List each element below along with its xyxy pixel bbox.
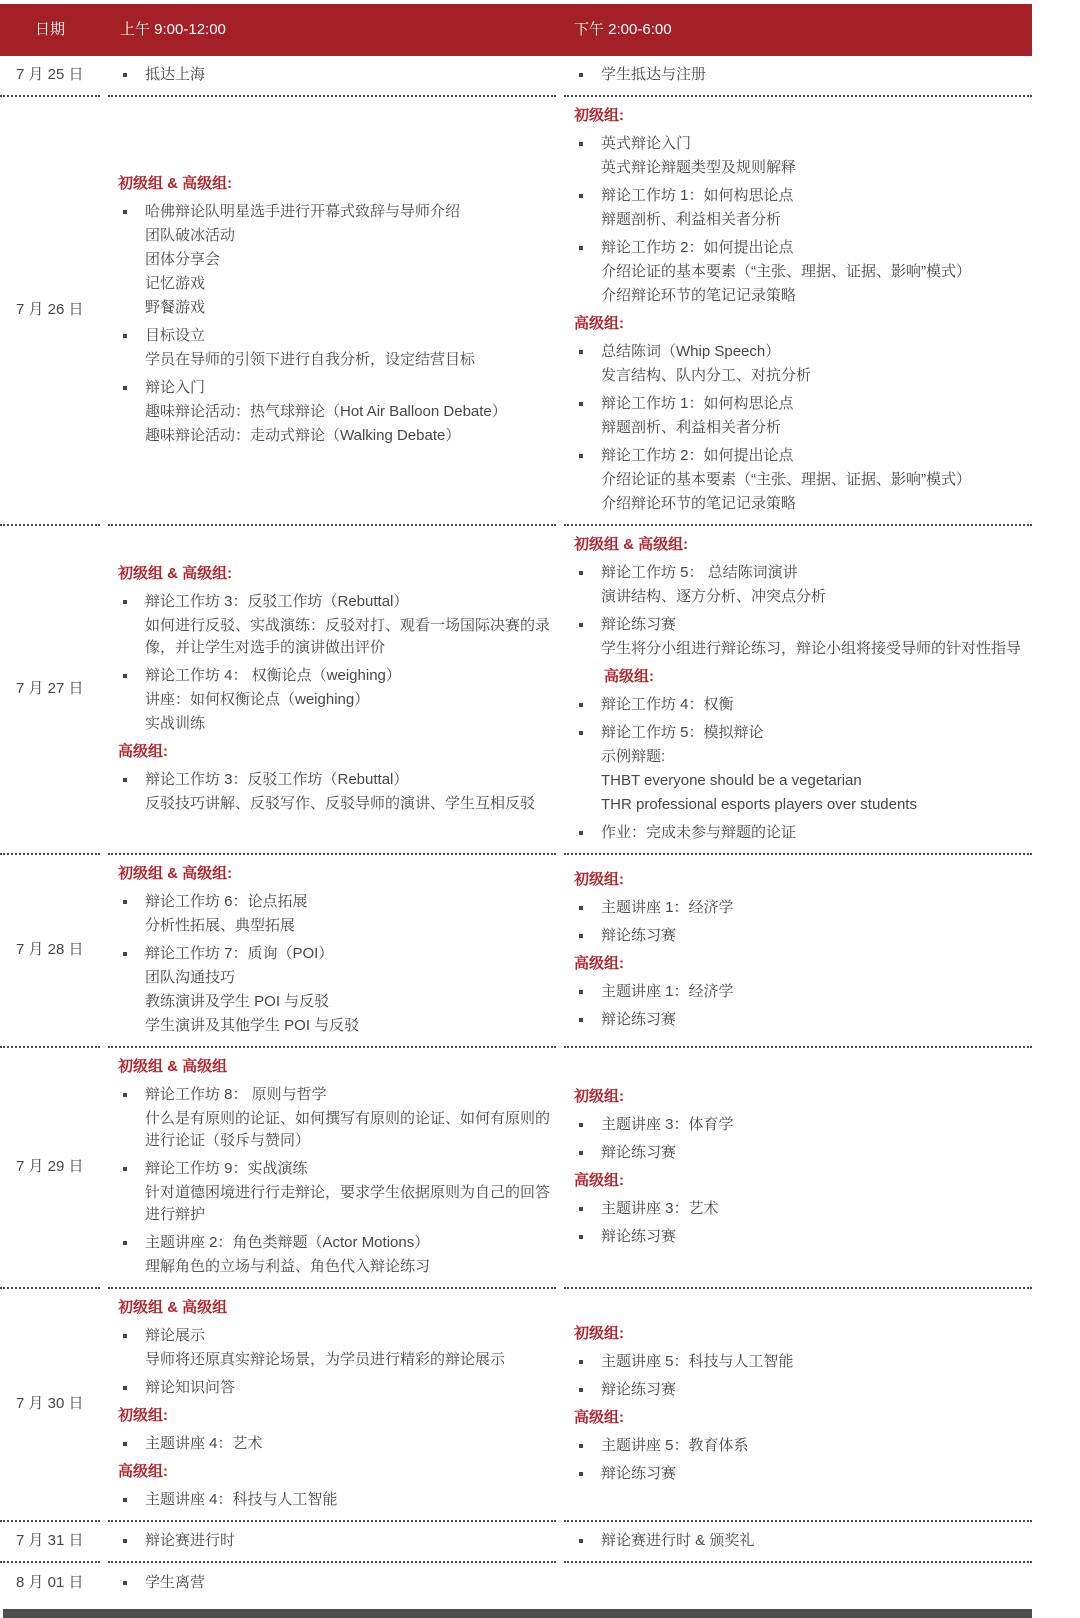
bullet-icon	[123, 1539, 127, 1543]
agenda-detail: 反驳技巧讲解、反驳写作、反驳导师的演讲、学生互相反驳	[145, 795, 536, 812]
bullet-icon	[123, 1167, 127, 1171]
bullet-icon	[579, 1444, 583, 1448]
bullet-icon	[123, 900, 127, 904]
group-heading: 初级组 & 高级组:	[118, 565, 233, 582]
group-heading: 高级组:	[574, 1172, 624, 1189]
afternoon-cell	[564, 526, 1032, 855]
agenda-item	[564, 925, 1032, 947]
agenda-item	[108, 1377, 556, 1399]
schedule-row	[0, 1289, 1032, 1522]
agenda-detail: 辩题剖析、利益相关者分析	[601, 419, 782, 436]
afternoon-cell	[564, 855, 1032, 1048]
afternoon-cell	[564, 56, 1032, 97]
bullet-icon	[123, 674, 127, 678]
agenda-item	[564, 237, 1032, 259]
agenda-item	[564, 981, 1032, 1003]
agenda-item	[564, 1463, 1032, 1485]
agenda-item-label: 英式辩论入门	[601, 135, 692, 152]
schedule-row	[0, 1522, 1032, 1563]
bullet-icon	[579, 73, 583, 77]
agenda-detail: 趣味辩论活动：热气球辩论（Hot Air Balloon Debate）	[145, 403, 507, 420]
agenda-detail: THR professional esports players over students	[601, 796, 917, 813]
agenda-item	[564, 445, 1032, 467]
agenda-item	[564, 1351, 1032, 1373]
group-heading: 高级组:	[118, 1463, 168, 1480]
agenda-item-label: 主题讲座 3：体育学	[601, 1116, 734, 1133]
agenda-item-label: 作业：完成未参与辩题的论证	[601, 824, 797, 841]
bullet-icon	[579, 246, 583, 250]
group-heading: 高级组:	[574, 315, 624, 332]
agenda-item-label: 辩论工作坊 8： 原则与哲学	[145, 1086, 327, 1103]
agenda-item	[564, 614, 1032, 636]
agenda-item-label: 辩论展示	[145, 1327, 206, 1344]
bullet-icon	[123, 778, 127, 782]
bullet-icon	[123, 73, 127, 77]
agenda-item	[564, 694, 1032, 716]
bullet-icon	[579, 1388, 583, 1392]
agenda-detail: 实战训练	[145, 715, 206, 732]
agenda-item-label: 辩论赛进行时 & 颁奖礼	[601, 1532, 755, 1549]
bullet-icon	[579, 1151, 583, 1155]
agenda-item	[564, 722, 1032, 744]
agenda-detail: 记忆游戏	[145, 275, 206, 292]
agenda-detail: 讲座：如何权衡论点（weighing）	[145, 691, 370, 708]
agenda-item	[564, 562, 1032, 584]
group-heading: 初级组 & 高级组:	[118, 865, 233, 882]
group-heading: 高级组:	[604, 668, 654, 685]
date-cell: 7 月 31 日	[0, 1522, 100, 1563]
schedule-body	[0, 56, 1032, 1603]
group-heading: 初级组:	[574, 871, 624, 888]
schedule-row	[0, 1563, 1032, 1603]
agenda-detail: 理解角色的立场与利益、角色代入辩论练习	[145, 1258, 431, 1275]
agenda-detail: 团队破冰活动	[145, 227, 236, 244]
bullet-icon	[579, 731, 583, 735]
agenda-item	[564, 185, 1032, 207]
group-heading: 高级组:	[574, 1409, 624, 1426]
agenda-detail: 英式辩论辩题类型及规则解释	[601, 159, 797, 176]
bullet-icon	[123, 600, 127, 604]
agenda-item-label: 辩论工作坊 4：权衡	[601, 696, 734, 713]
date-cell: 7 月 28 日	[0, 855, 100, 1048]
agenda-detail: 团体分享会	[145, 251, 221, 268]
schedule-row	[0, 56, 1032, 97]
agenda-item	[564, 1435, 1032, 1457]
group-heading: 初级组 & 高级组	[118, 1299, 228, 1316]
morning-cell	[108, 526, 556, 855]
agenda-item	[564, 1379, 1032, 1401]
schedule-row	[0, 526, 1032, 855]
bullet-icon	[579, 142, 583, 146]
agenda-item-label: 辩论工作坊 1：如何构思论点	[601, 187, 794, 204]
agenda-item	[564, 897, 1032, 919]
agenda-item	[564, 1198, 1032, 1220]
agenda-item-label: 辩论工作坊 3：反驳工作坊（Rebuttal）	[145, 771, 409, 788]
morning-cell	[108, 1048, 556, 1289]
agenda-detail: 发言结构、队内分工、对抗分析	[601, 367, 812, 384]
group-heading: 高级组:	[118, 743, 168, 760]
group-heading: 初级组:	[574, 1325, 624, 1342]
bullet-icon	[123, 1334, 127, 1338]
table-header	[0, 4, 1032, 56]
agenda-item-label: 总结陈词（Whip Speech）	[601, 343, 781, 360]
agenda-detail: 学生将分小组进行辩论练习，辩论小组将接受导师的针对性指导	[601, 640, 1022, 657]
agenda-detail: 辩题剖析、利益相关者分析	[601, 211, 782, 228]
morning-cell	[108, 97, 556, 526]
morning-cell	[108, 1522, 556, 1563]
agenda-item-label: 主题讲座 4：科技与人工智能	[145, 1491, 338, 1508]
agenda-item	[108, 891, 556, 913]
group-heading: 初级组:	[574, 1088, 624, 1105]
agenda-detail: 野餐游戏	[145, 299, 206, 316]
agenda-item-label: 辩论入门	[145, 379, 206, 396]
agenda-item	[108, 1158, 556, 1180]
bullet-icon	[123, 1442, 127, 1446]
afternoon-cell	[564, 1522, 1032, 1563]
bullet-icon	[123, 1581, 127, 1585]
agenda-item-label: 主题讲座 4：艺术	[145, 1435, 263, 1452]
agenda-detail: 介绍辩论环节的笔记记录策略	[601, 495, 797, 512]
agenda-detail: 介绍论证的基本要素（“主张、理据、证据、影响”模式）	[601, 471, 971, 488]
agenda-detail: 介绍辩论环节的笔记记录策略	[601, 287, 797, 304]
bullet-icon	[123, 952, 127, 956]
agenda-item-label: 主题讲座 5：教育体系	[601, 1437, 749, 1454]
agenda-detail: 分析性拓展、典型拓展	[145, 917, 296, 934]
agenda-item	[564, 1226, 1032, 1248]
bullet-icon	[579, 1207, 583, 1211]
bullet-icon	[579, 934, 583, 938]
agenda-item-label: 辩论工作坊 6：论点拓展	[145, 893, 308, 910]
agenda-item-label: 辩论工作坊 9：实战演练	[145, 1160, 308, 1177]
agenda-item	[564, 393, 1032, 415]
bullet-icon	[579, 1539, 583, 1543]
bullet-icon	[579, 1360, 583, 1364]
schedule-row	[0, 1048, 1032, 1289]
agenda-detail: 介绍论证的基本要素（“主张、理据、证据、影响”模式）	[601, 263, 971, 280]
agenda-item-label: 辩论工作坊 2：如何提出论点	[601, 447, 794, 464]
bullet-icon	[123, 1386, 127, 1390]
agenda-item	[108, 64, 556, 86]
agenda-item	[564, 64, 1032, 86]
agenda-item-label: 辩论练习赛	[601, 1011, 677, 1028]
agenda-item	[108, 201, 556, 223]
header-morning-column: 上午 9:00-12:00	[120, 21, 226, 38]
afternoon-cell	[564, 1563, 1032, 1603]
agenda-detail: THBT everyone should be a vegetarian	[601, 772, 862, 789]
agenda-item	[108, 1572, 556, 1594]
bullet-icon	[579, 831, 583, 835]
agenda-item-label: 辩论练习赛	[601, 1144, 677, 1161]
agenda-item-label: 辩论知识问答	[145, 1379, 236, 1396]
date-cell: 7 月 29 日	[0, 1048, 100, 1289]
agenda-item	[108, 665, 556, 687]
date-cell: 7 月 25 日	[0, 56, 100, 97]
agenda-detail: 学员在导师的引领下进行自我分析，设定结营目标	[145, 351, 476, 368]
agenda-item-label: 主题讲座 3：艺术	[601, 1200, 719, 1217]
bullet-icon	[579, 454, 583, 458]
agenda-item-label: 辩论工作坊 2：如何提出论点	[601, 239, 794, 256]
footer-bar	[3, 1609, 1032, 1618]
agenda-detail: 演讲结构、逐方分析、冲突点分析	[601, 588, 827, 605]
agenda-item-label: 抵达上海	[145, 66, 206, 83]
agenda-item-label: 辩论练习赛	[601, 616, 677, 633]
bullet-icon	[579, 906, 583, 910]
bullet-icon	[579, 1018, 583, 1022]
agenda-item-label: 学生离营	[145, 1573, 206, 1591]
bullet-icon	[579, 703, 583, 707]
afternoon-cell	[564, 1289, 1032, 1522]
agenda-item-label: 目标设立	[145, 327, 206, 344]
agenda-item-label: 辩论赛进行时	[145, 1532, 236, 1549]
agenda-item-label: 主题讲座 2：角色类辩题（Actor Motions）	[145, 1234, 430, 1251]
bullet-icon	[123, 334, 127, 338]
date-cell: 7 月 27 日	[0, 526, 100, 855]
agenda-detail: 趣味辩论活动：走动式辩论（Walking Debate）	[145, 427, 461, 444]
agenda-item-label: 辩论工作坊 5：模拟辩论	[601, 724, 764, 741]
agenda-item	[564, 1009, 1032, 1031]
bullet-icon	[123, 1093, 127, 1097]
agenda-item	[108, 769, 556, 791]
group-heading: 初级组:	[574, 107, 624, 124]
agenda-item	[108, 1325, 556, 1347]
agenda-item-label: 辩论练习赛	[601, 1381, 677, 1398]
bullet-icon	[579, 350, 583, 354]
header-afternoon-column: 下午 2:00-6:00	[574, 21, 672, 38]
afternoon-cell	[564, 1048, 1032, 1289]
agenda-item-label: 辩论工作坊 7：质询（POI）	[145, 945, 334, 962]
bullet-icon	[579, 571, 583, 575]
agenda-detail: 导师将还原真实辩论场景，为学员进行精彩的辩论展示	[145, 1351, 506, 1368]
date-cell: 7 月 30 日	[0, 1289, 100, 1522]
agenda-item-label: 主题讲座 1：经济学	[601, 899, 734, 916]
date-cell: 8 月 01 日	[16, 1573, 84, 1591]
schedule-table	[0, 4, 1032, 1618]
agenda-item-label: 辩论练习赛	[601, 1465, 677, 1482]
agenda-item-label: 哈佛辩论队明星选手进行开幕式致辞与导师介绍	[145, 203, 461, 220]
agenda-detail: 针对道德困境进行行走辩论，要求学生依据原则为自己的回答进行辩护	[145, 1184, 551, 1223]
bullet-icon	[123, 210, 127, 214]
agenda-item	[108, 1433, 556, 1455]
morning-cell	[108, 56, 556, 97]
afternoon-cell	[564, 97, 1032, 526]
bullet-icon	[579, 623, 583, 627]
agenda-item-label: 辩论工作坊 4： 权衡论点（weighing）	[145, 667, 401, 684]
agenda-item	[564, 1114, 1032, 1136]
agenda-item	[564, 1142, 1032, 1164]
agenda-detail: 教练演讲及学生 POI 与反驳	[145, 993, 330, 1010]
bullet-icon	[579, 1472, 583, 1476]
agenda-item-label: 主题讲座 5：科技与人工智能	[601, 1353, 794, 1370]
agenda-item	[108, 943, 556, 965]
agenda-detail: 示例辩题:	[601, 748, 666, 765]
agenda-item	[108, 1084, 556, 1106]
header-date-column: 日期	[35, 21, 66, 38]
group-heading: 初级组 & 高级组:	[574, 536, 689, 553]
agenda-item	[564, 1530, 1032, 1552]
morning-cell	[108, 855, 556, 1048]
bullet-icon	[123, 1498, 127, 1502]
agenda-item	[108, 1530, 556, 1552]
bullet-icon	[123, 386, 127, 390]
bullet-icon	[579, 1123, 583, 1127]
agenda-item	[564, 133, 1032, 155]
schedule-row	[0, 97, 1032, 526]
bullet-icon	[579, 194, 583, 198]
group-heading: 初级组:	[118, 1407, 168, 1424]
agenda-detail: 如何进行反驳、实战演练：反驳对打、观看一场国际决赛的录像，并让学生对选手的演讲做出评价	[145, 617, 551, 656]
agenda-item	[564, 341, 1032, 363]
group-heading: 初级组 & 高级组	[118, 1058, 228, 1075]
morning-cell	[108, 1563, 556, 1603]
group-heading: 高级组:	[574, 955, 624, 972]
agenda-item	[108, 377, 556, 399]
agenda-item	[108, 591, 556, 613]
bullet-icon	[123, 1241, 127, 1245]
bullet-icon	[579, 402, 583, 406]
morning-cell	[108, 1289, 556, 1522]
agenda-item-label: 辩论工作坊 3：反驳工作坊（Rebuttal）	[145, 593, 409, 610]
agenda-detail: 团队沟通技巧	[145, 969, 236, 986]
agenda-item-label: 辩论工作坊 1：如何构思论点	[601, 395, 794, 412]
agenda-item	[108, 325, 556, 347]
agenda-item	[108, 1489, 556, 1511]
agenda-item	[108, 1232, 556, 1254]
agenda-item	[564, 822, 1032, 844]
bullet-icon	[579, 990, 583, 994]
bullet-icon	[579, 1235, 583, 1239]
agenda-item-label: 主题讲座 1：经济学	[601, 983, 734, 1000]
schedule-row	[0, 855, 1032, 1048]
agenda-item-label: 辩论工作坊 5： 总结陈词演讲	[601, 564, 798, 581]
agenda-detail: 什么是有原则的论证、如何撰写有原则的论证、如何有原则的进行论证（驳斥与赞同）	[145, 1110, 551, 1149]
agenda-item-label: 辩论练习赛	[601, 927, 677, 944]
group-heading: 初级组 & 高级组:	[118, 175, 233, 192]
agenda-item-label: 学生抵达与注册	[601, 66, 707, 83]
date-cell: 7 月 26 日	[0, 97, 100, 526]
agenda-item-label: 辩论练习赛	[601, 1228, 677, 1245]
agenda-detail: 学生演讲及其他学生 POI 与反驳	[145, 1017, 360, 1034]
